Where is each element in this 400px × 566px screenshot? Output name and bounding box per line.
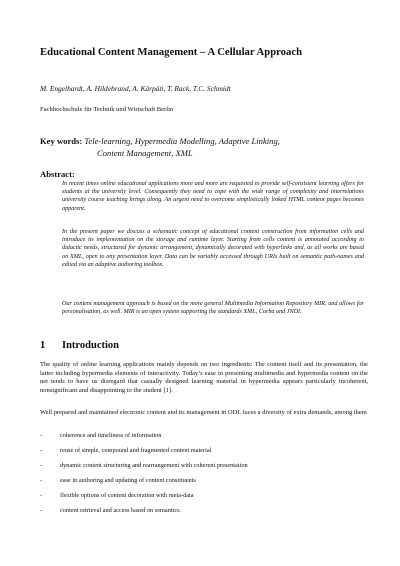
list-marker: - [40, 492, 43, 500]
keywords-line-2: Content Management, XML [97, 147, 193, 158]
keywords [40, 136, 370, 147]
list-item-text: reuse of simple, compound and fragmented content material [60, 447, 212, 455]
list-marker: - [40, 477, 43, 485]
list-item [40, 447, 368, 462]
abstract-paragraph-3: Our content management approach is based on the more general Multimedia Information Repository MIR. and allows for personalisation, as well. MIR is an open system supporting the standards XML, Corba and JNDI. [62, 301, 364, 316]
list-item-text: ease in authoring and updating of content constituents [60, 477, 196, 485]
keywords-line-1: Tele-learning, Hypermedia Modelling, Adaptive Linking, [84, 136, 280, 146]
list-item-text: flexible options of content decoration with meta-data [60, 492, 194, 500]
list-marker: - [40, 432, 43, 439]
list-item [40, 492, 368, 507]
list-item [40, 507, 368, 522]
list-item-text: dynamic content structuring and rearrangement with coherent presentation [60, 462, 248, 470]
list-item [40, 432, 368, 447]
list-marker: - [40, 462, 43, 470]
intro-paragraph-1: The quality of online learning applications mainly depends on two ingredients: The content itself and its presentation, the latter including hypermedia elements of interactivity. Today’s ease in presenting multimedia and hypermedia content on the net tends to have us disregard that casually designed learning material in hypermedia appears particularly incoherent, nonsignificant and disappointing to the student [1]. [40, 361, 368, 395]
paper-title: Educational Content Management – A Cellular Approach [40, 46, 303, 58]
list-item [40, 477, 368, 492]
abstract-heading: Abstract: [40, 169, 75, 179]
abstract-paragraph-2: In the present paper we discuss a schematic concept of educational content construction from information cells and introduce its implementation on the storage and runtime layer. Starting from cells content is annotated according to didactic needs, structured for dynamic arrangement, dynamically decorated with hyperlinks and, as all works are based on XML, open to any presentation layer. Data can be variably accessed through URIs built on semantic path-names and edited via an adaptive authoring toolbox. [62, 229, 364, 268]
demands-list [40, 432, 368, 523]
keywords-label: Key words: [40, 136, 83, 146]
list-item [40, 462, 368, 477]
list-marker: - [40, 507, 43, 515]
list-item-text: coherence and timeliness of information [60, 432, 162, 439]
list-item-text: content retrieval and access based on semantics. [60, 507, 182, 515]
section-heading [40, 340, 119, 351]
affiliation: Fachhochschule für Technik und Wirtschaft Berlin [40, 106, 174, 113]
author-list: M. Engelhardt, A. Hildebrand, A. Kárpáti, T. Rack, T.C. Schmidt [40, 84, 231, 93]
list-marker: - [40, 447, 43, 455]
section-title: Introduction [62, 340, 119, 351]
section-number: 1 [40, 340, 46, 351]
intro-paragraph-2: Well prepared and maintained electronic content and its management in ODL faces a diversity of extra demands, among them [40, 409, 367, 416]
abstract-paragraph-1: In recent times online educational applications more and more are requested to provide self-consistent learning offers for students at the university level. Consequently they need to cope with the wide range of complexity and interrelations university course teaching brings along. An urgent need to overcome simplistically linked HTML content pages becomes apparent. [62, 181, 364, 212]
